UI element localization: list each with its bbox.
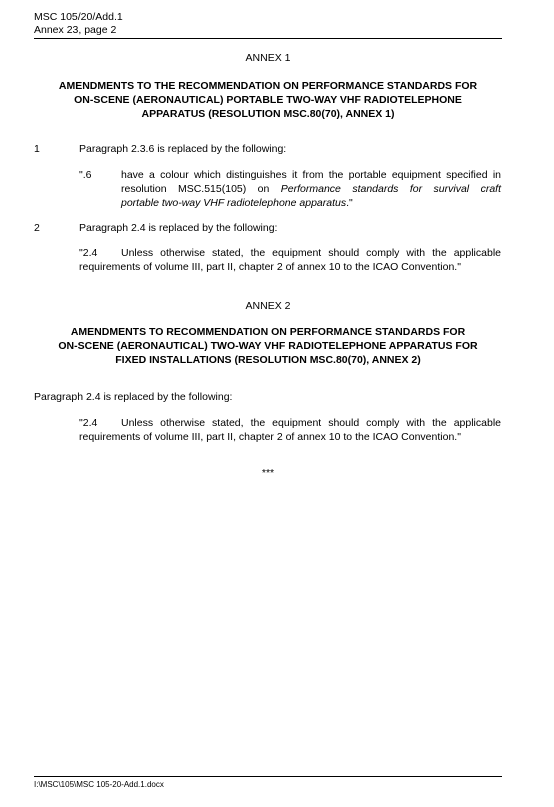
annex-1-heading-line: ON-SCENE (AERONAUTICAL) PORTABLE TWO-WAY VHF RADIOTELEPHONE — [74, 94, 462, 106]
item-line-text: ." — [346, 197, 353, 209]
replacement-quote — [79, 246, 501, 274]
item-line: have a colour which distinguishes it from the portable equipment specified in — [121, 169, 501, 181]
quote-line: requirements of volume III, part II, chapter 2 of annex 10 to the ICAO Convention." — [79, 261, 461, 273]
quote-line-text: Unless otherwise stated, the equipment should comply with the applicable — [121, 247, 501, 259]
item-body — [121, 168, 501, 210]
item-line-text: resolution MSC.515(105) on — [121, 183, 281, 195]
annex-1-heading-line: APPARATUS (RESOLUTION MSC.80(70), ANNEX 1) — [141, 108, 395, 120]
end-marker: *** — [261, 467, 275, 479]
item-line-italic: Performance standards for survival craft — [280, 183, 501, 195]
paragraph-text: Paragraph 2.3.6 is replaced by the following: — [79, 143, 287, 155]
item-number: ".6 — [79, 169, 92, 181]
annex-1-title: ANNEX 1 — [245, 52, 291, 64]
header-divider — [34, 38, 502, 39]
annex-2-heading-line: AMENDMENTS TO RECOMMENDATION ON PERFORMANCE STANDARDS FOR — [70, 326, 466, 338]
footer-divider — [34, 776, 502, 777]
item-line — [121, 196, 501, 210]
annex-2-heading-line: ON-SCENE (AERONAUTICAL) TWO-WAY VHF RADIOTELEPHONE APPARATUS FOR — [58, 340, 478, 352]
item-line — [121, 182, 501, 196]
quote-line-text: Unless otherwise stated, the equipment should comply with the applicable — [121, 417, 501, 429]
quote-number: "2.4 — [79, 247, 98, 259]
quote-number: "2.4 — [79, 417, 98, 429]
annex-2-heading-line: FIXED INSTALLATIONS (RESOLUTION MSC.80(70), ANNEX 2) — [115, 354, 421, 366]
page-reference: Annex 23, page 2 — [34, 24, 117, 36]
paragraph-number: 2 — [34, 222, 40, 234]
annex-2-title: ANNEX 2 — [245, 300, 291, 312]
quote-line — [79, 246, 501, 260]
annex-2-heading — [34, 325, 502, 367]
quote-line: requirements of volume III, part II, chapter 2 of annex 10 to the ICAO Convention." — [79, 431, 461, 443]
paragraph-text: Paragraph 2.4 is replaced by the following: — [34, 391, 233, 403]
paragraph-number: 1 — [34, 143, 40, 155]
paragraph-text: Paragraph 2.4 is replaced by the following: — [79, 222, 278, 234]
replacement-quote — [79, 416, 501, 444]
annex-1-heading-line: AMENDMENTS TO THE RECOMMENDATION ON PERFORMANCE STANDARDS FOR — [58, 80, 478, 92]
page-header — [34, 11, 123, 37]
quote-line — [79, 416, 501, 430]
annex-1-heading — [34, 79, 502, 121]
footer-file-path: I:\MSC\105\MSC 105-20-Add.1.docx — [34, 780, 164, 789]
item-line-italic: portable two-way VHF radiotelephone apparatus — [121, 197, 347, 209]
document-reference: MSC 105/20/Add.1 — [34, 11, 123, 23]
